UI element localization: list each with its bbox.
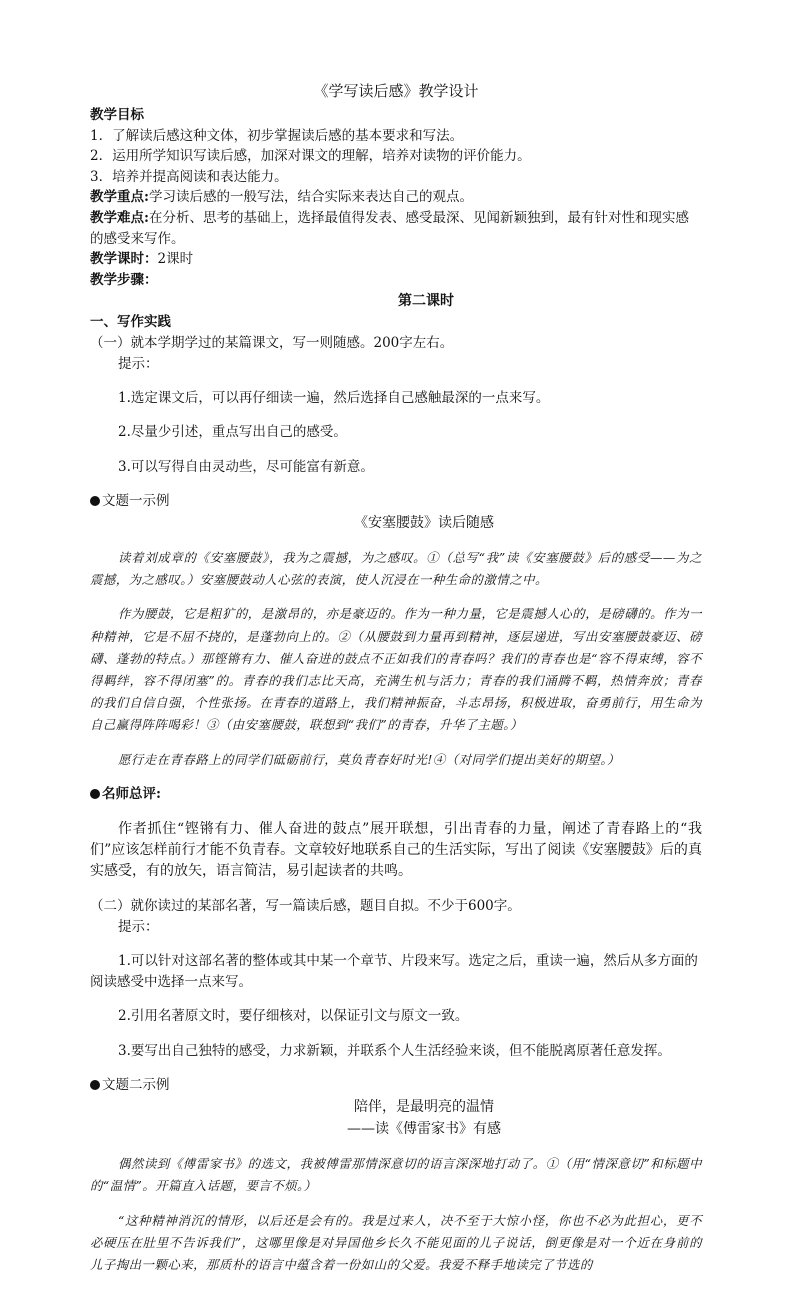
difficulty-line — [90, 208, 702, 249]
tips-label: 提示： — [118, 918, 159, 935]
task1-tip: 3.可以写得自由灵动些，尽可能富有新意。 — [118, 458, 374, 475]
teacher-comment: 作者抓住“铿锵有力、催人奋进的鼓点”展开联想，引出青春的力量，阐述了青春路上的“我们”应该怎样前行才能不负青春。文章较好地联系自己的生活实际，写出了阅读《安塞腰鼓》后的真实感受，有的放矢，语言简洁，易引起读者的共鸣。 — [90, 820, 702, 879]
section1-title: 一、写作实践 — [90, 314, 171, 331]
goal-item: 1．了解读后感这种文体，初步掌握读后感的基本要求和写法。 — [90, 127, 464, 144]
page-title: 《学写读后感》教学设计 — [313, 82, 479, 100]
lesson-title: 第二课时 — [398, 293, 454, 310]
hours-text: 2课时 — [157, 251, 194, 268]
focus-line — [90, 187, 702, 208]
task1-tip: 1.选定课文后，可以再仔细读一遍，然后选择自己感触最深的一点来写。 — [118, 389, 550, 406]
task2-tip: 3.要写出自己独特的感受，力求新颖，并联系个人生活经验来谈，但不能脱离原著任意发挥。 — [118, 1042, 671, 1059]
example2-paragraph: “这种精神消沉的情形，以后还是会有的。我是过来人，决不至于大惊小怪，你也不必为此担心，更不必硬压在肚里不告诉我们”，这哪里像是对异国他乡长久不能见面的儿子说话，倒更像是对一个近在身前的儿子掏出一颗心来，那质朴的语言中蕴含着一份如山的父爱。我爱不释手地读完了节选的 — [90, 1212, 702, 1272]
example2-label-row — [90, 1075, 702, 1096]
difficulty-text: 在分析、思考的基础上，选择最值得发表、感受最深、见闻新颖独到，最有针对性和现实感的感受来写作。 — [90, 209, 689, 247]
example2-label: 文题二示例 — [102, 1077, 170, 1094]
goal-item: 2．运用所学知识写读后感，加深对课文的理解，培养对读物的评价能力。 — [90, 148, 531, 165]
hours-label: 教学课时： — [90, 251, 158, 268]
goal-item: 3．培养并提高阅读和表达能力。 — [90, 168, 288, 185]
example1-label-row — [90, 491, 702, 512]
hours-line — [90, 249, 702, 270]
steps-label: 教学步骤： — [90, 271, 158, 288]
example1-paragraph: 读着刘成章的《安塞腰鼓》，我为之震撼，为之感叹。①（总写“我”读《安塞腰鼓》后的感受——为之震撼，为之感叹。）安塞腰鼓动人心弦的表演，使人沉浸在一种生命的激情之中。 — [90, 549, 702, 587]
example2-subtitle: ——读《傅雷家书》有感 — [347, 1121, 501, 1138]
example2-title: 陪伴，是最明亮的温情 — [354, 1099, 494, 1116]
example1-label: 文题一示例 — [102, 493, 170, 510]
bullet-icon — [90, 789, 100, 799]
bullet-icon — [90, 496, 100, 506]
task2-tip: 2.引用名著原文时，要仔细核对，以保证引文与原文一致。 — [118, 1008, 469, 1025]
goals-heading: 教学目标 — [90, 107, 144, 123]
bullet-icon — [90, 1080, 100, 1090]
difficulty-label: 教学难点: — [90, 209, 149, 226]
task2-tip: 1.可以针对这部名著的整体或其中某一个章节、片段来写。选定之后，重读一遍，然后从多方面的阅读感受中选择一点来写。 — [90, 952, 698, 990]
tips-label: 提示： — [118, 355, 159, 372]
task2: （二）就你读过的某部名著，写一篇读后感，题目自拟。不少于600字。 — [90, 898, 521, 915]
teacher-label-row — [90, 784, 702, 805]
teacher-label: 名师总评: — [102, 785, 161, 802]
focus-label: 教学重点: — [90, 189, 149, 206]
example1-title: 《安塞腰鼓》读后随感 — [354, 515, 494, 532]
task1: （一）就本学期学过的某篇课文，写一则随感。200字左右。 — [90, 334, 454, 351]
document-page — [90, 72, 702, 1289]
example1-paragraph: 愿行走在青春路上的同学们砥砺前行，莫负青春好时光!④（对同学们提出美好的期望。） — [118, 751, 621, 767]
task1-tip: 2.尽量少引述，重点写出自己的感受。 — [118, 424, 347, 441]
example1-paragraph: 作为腰鼓，它是粗犷的，是激昂的，亦是豪迈的。作为一种力量，它是震撼人心的，是磅礴的。作为一种精神，它是不屈不挠的，是蓬勃向上的。②（从腰鼓到力量再到精神，逐层递进，写出安塞腰鼓豪迈、磅礴、蓬勃的特点。）那铿锵有力、催人奋进的鼓点不正如我们的青春吗？我们的青春也是“容不得束缚，容不得羁绊，容不得闭塞”的。青春的我们志比天高，充满生机与活力；青春的我们涌腾不羁，热情奔放；青春的我们自信自强，个性张扬。在青春的道路上，我们精神振奋，斗志昂扬，积极进取，奋勇前行，用生命为自己赢得阵阵喝彩！③（由安塞腰鼓，联想到“我们”的青春，升华了主题。） — [90, 606, 702, 733]
example2-paragraph: 偶然读到《傅雷家书》的选文，我被傅雷那情深意切的语言深深地打动了。①（用“情深意切”和标题中的“温情”。开篇直入话题，要言不烦。） — [90, 1155, 702, 1193]
focus-text: 学习读后感的一般写法，结合实际来表达自己的观点。 — [148, 189, 473, 206]
